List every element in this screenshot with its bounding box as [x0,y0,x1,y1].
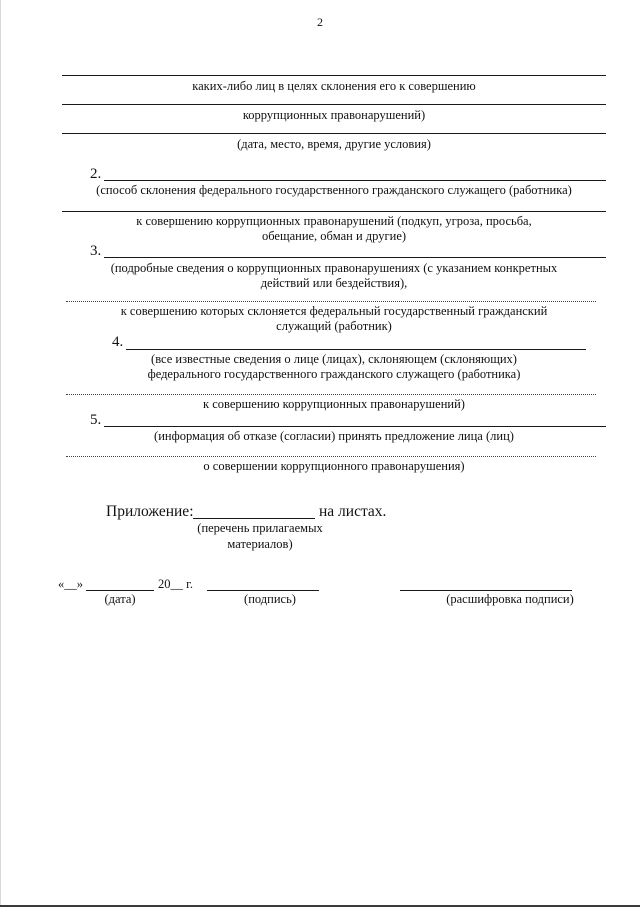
attachment-caption-2: материалов) [227,537,293,551]
attachment-sheets-field[interactable] [193,518,315,519]
item-3-caption-1: (подробные сведения о коррупционных правонарушениях (с указанием конкретных [110,261,558,275]
attachment-label: Приложение: [106,503,194,520]
item-2-caption-1: (способ склонения федерального государственного гражданского служащего (работника) [96,183,572,197]
item-5-caption-1: (информация об отказе (согласии) принять предложение лица (лиц) [154,429,514,443]
fill-line-dotted[interactable] [66,456,596,457]
item-3-number: 3. [90,243,102,259]
page-left-edge [0,0,1,907]
date-day-field[interactable]: «__» [58,577,83,591]
fill-line[interactable] [62,133,606,134]
item-3-caption-4: служащий (работник) [276,319,392,333]
fill-line-dotted[interactable] [66,394,596,395]
item-2-caption-3: обещание, обман и другие) [261,229,407,243]
signature-field[interactable] [207,590,319,591]
fill-line[interactable] [62,104,606,105]
intro-caption-1: каких-либо лиц в целях склонения его к совершению [192,79,476,93]
item-5-fill-line[interactable] [104,426,606,427]
fill-line[interactable] [62,211,606,212]
item-2-caption-2: к совершению коррупционных правонарушений (подкуп, угроза, просьба, [136,214,532,228]
item-4-caption-2: федерального государственного гражданского служащего (работника) [147,367,521,381]
signature-caption: (подпись) [244,592,296,606]
item-4-fill-line[interactable] [126,349,586,350]
item-3-caption-2: действий или бездействия), [260,276,408,290]
intro-caption-2: коррупционных правонарушений) [242,108,426,122]
item-3-caption-3: к совершению которых склоняется федеральный государственный гражданский [120,304,548,318]
item-2-fill-line[interactable] [104,180,606,181]
fill-line-dotted[interactable] [66,301,596,302]
item-5-caption-2: о совершении коррупционного правонарушения) [203,459,465,473]
signature-decoding-field[interactable] [400,590,572,591]
date-year-field[interactable]: 20__ г. [158,577,193,591]
item-4-number: 4. [112,334,124,350]
fill-line[interactable] [62,75,606,76]
item-4-caption-3: к совершению коррупционных правонарушений) [203,397,465,411]
date-month-field[interactable] [86,590,154,591]
item-2-number: 2. [90,166,102,182]
intro-caption-3: (дата, место, время, другие условия) [237,137,431,151]
item-5-number: 5. [90,412,102,428]
item-4-caption-1: (все известные сведения о лице (лицах), склоняющем (склоняющих) [151,352,517,366]
date-caption: (дата) [104,592,136,606]
attachment-caption-1: (перечень прилагаемых [197,521,323,535]
attachment-suffix: на листах. [319,503,387,520]
page-number: 2 [317,15,323,29]
signature-decoding-caption: (расшифровка подписи) [446,592,574,606]
item-3-fill-line[interactable] [104,257,606,258]
